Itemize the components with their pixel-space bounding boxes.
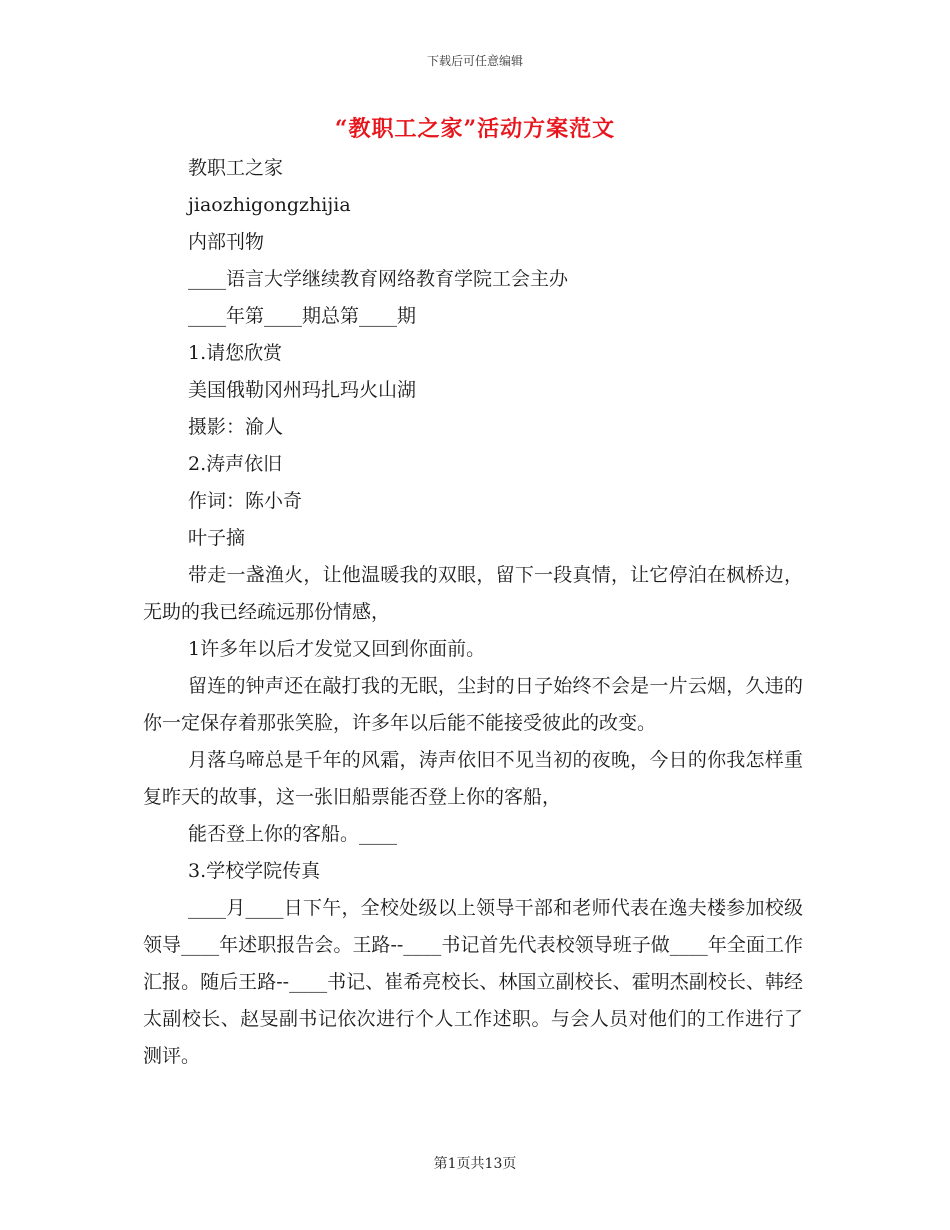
line-photographer: 摄影：渝人 bbox=[188, 416, 284, 438]
line-lyricist: 作词：陈小奇 bbox=[188, 490, 303, 512]
section-heading-3: 3.学校学院传真 bbox=[188, 860, 321, 882]
news-paragraph: ____月____日下午，全校处级以上领导干部和老师代表在逸夫楼参加校级领导____年述职报告会。王路--____书记首先代表校领导班子做____年全面工作汇报。随后王路--____书记、崔希亮校长、林国立副校长、霍明杰副校长、韩经太副校长、赵旻副书记依次进行个人工作述职。与会人员对他们的工作进行了测评。 bbox=[143, 897, 803, 1067]
document-body bbox=[143, 150, 803, 1075]
section-heading-1: 1.请您欣赏 bbox=[188, 342, 283, 364]
lyrics-paragraph-1: 带走一盏渔火，让他温暖我的双眼，留下一段真情，让它停泊在枫桥边，无助的我已经疏远那份情感， bbox=[143, 564, 803, 623]
lyrics-paragraph-4: 月落乌啼总是千年的风霜，涛声依旧不见当初的夜晚，今日的你我怎样重复昨天的故事，这一张旧船票能否登上你的客船， bbox=[143, 749, 803, 808]
line-issue-number: ____年第____期总第____期 bbox=[188, 305, 417, 327]
page-footer: 第1页共13页 bbox=[433, 1156, 517, 1172]
line-excerpt-by: 叶子摘 bbox=[188, 527, 246, 549]
line-pinyin: jiaozhigongzhijia bbox=[188, 194, 351, 216]
line-publication-name: 教职工之家 bbox=[188, 157, 284, 179]
header-note: 下载后可任意编辑 bbox=[426, 54, 523, 68]
line-sponsor: ____语言大学继续教育网络教育学院工会主办 bbox=[188, 268, 569, 290]
section-heading-2: 2.涛声依旧 bbox=[188, 453, 283, 475]
lyrics-paragraph-3: 留连的钟声还在敲打我的无眠，尘封的日子始终不会是一片云烟，久违的你一定保存着那张笑脸，许多年以后能不能接受彼此的改变。 bbox=[143, 675, 803, 734]
lyrics-paragraph-5: 能否登上你的客船。____ bbox=[188, 823, 398, 845]
lyrics-paragraph-2: 1许多年以后才发觉又回到你面前。 bbox=[188, 638, 486, 660]
document-title: “教职工之家”活动方案范文 bbox=[334, 116, 616, 142]
line-photo-title: 美国俄勒冈州玛扎玛火山湖 bbox=[188, 379, 417, 401]
line-internal-publication: 内部刊物 bbox=[188, 231, 265, 253]
